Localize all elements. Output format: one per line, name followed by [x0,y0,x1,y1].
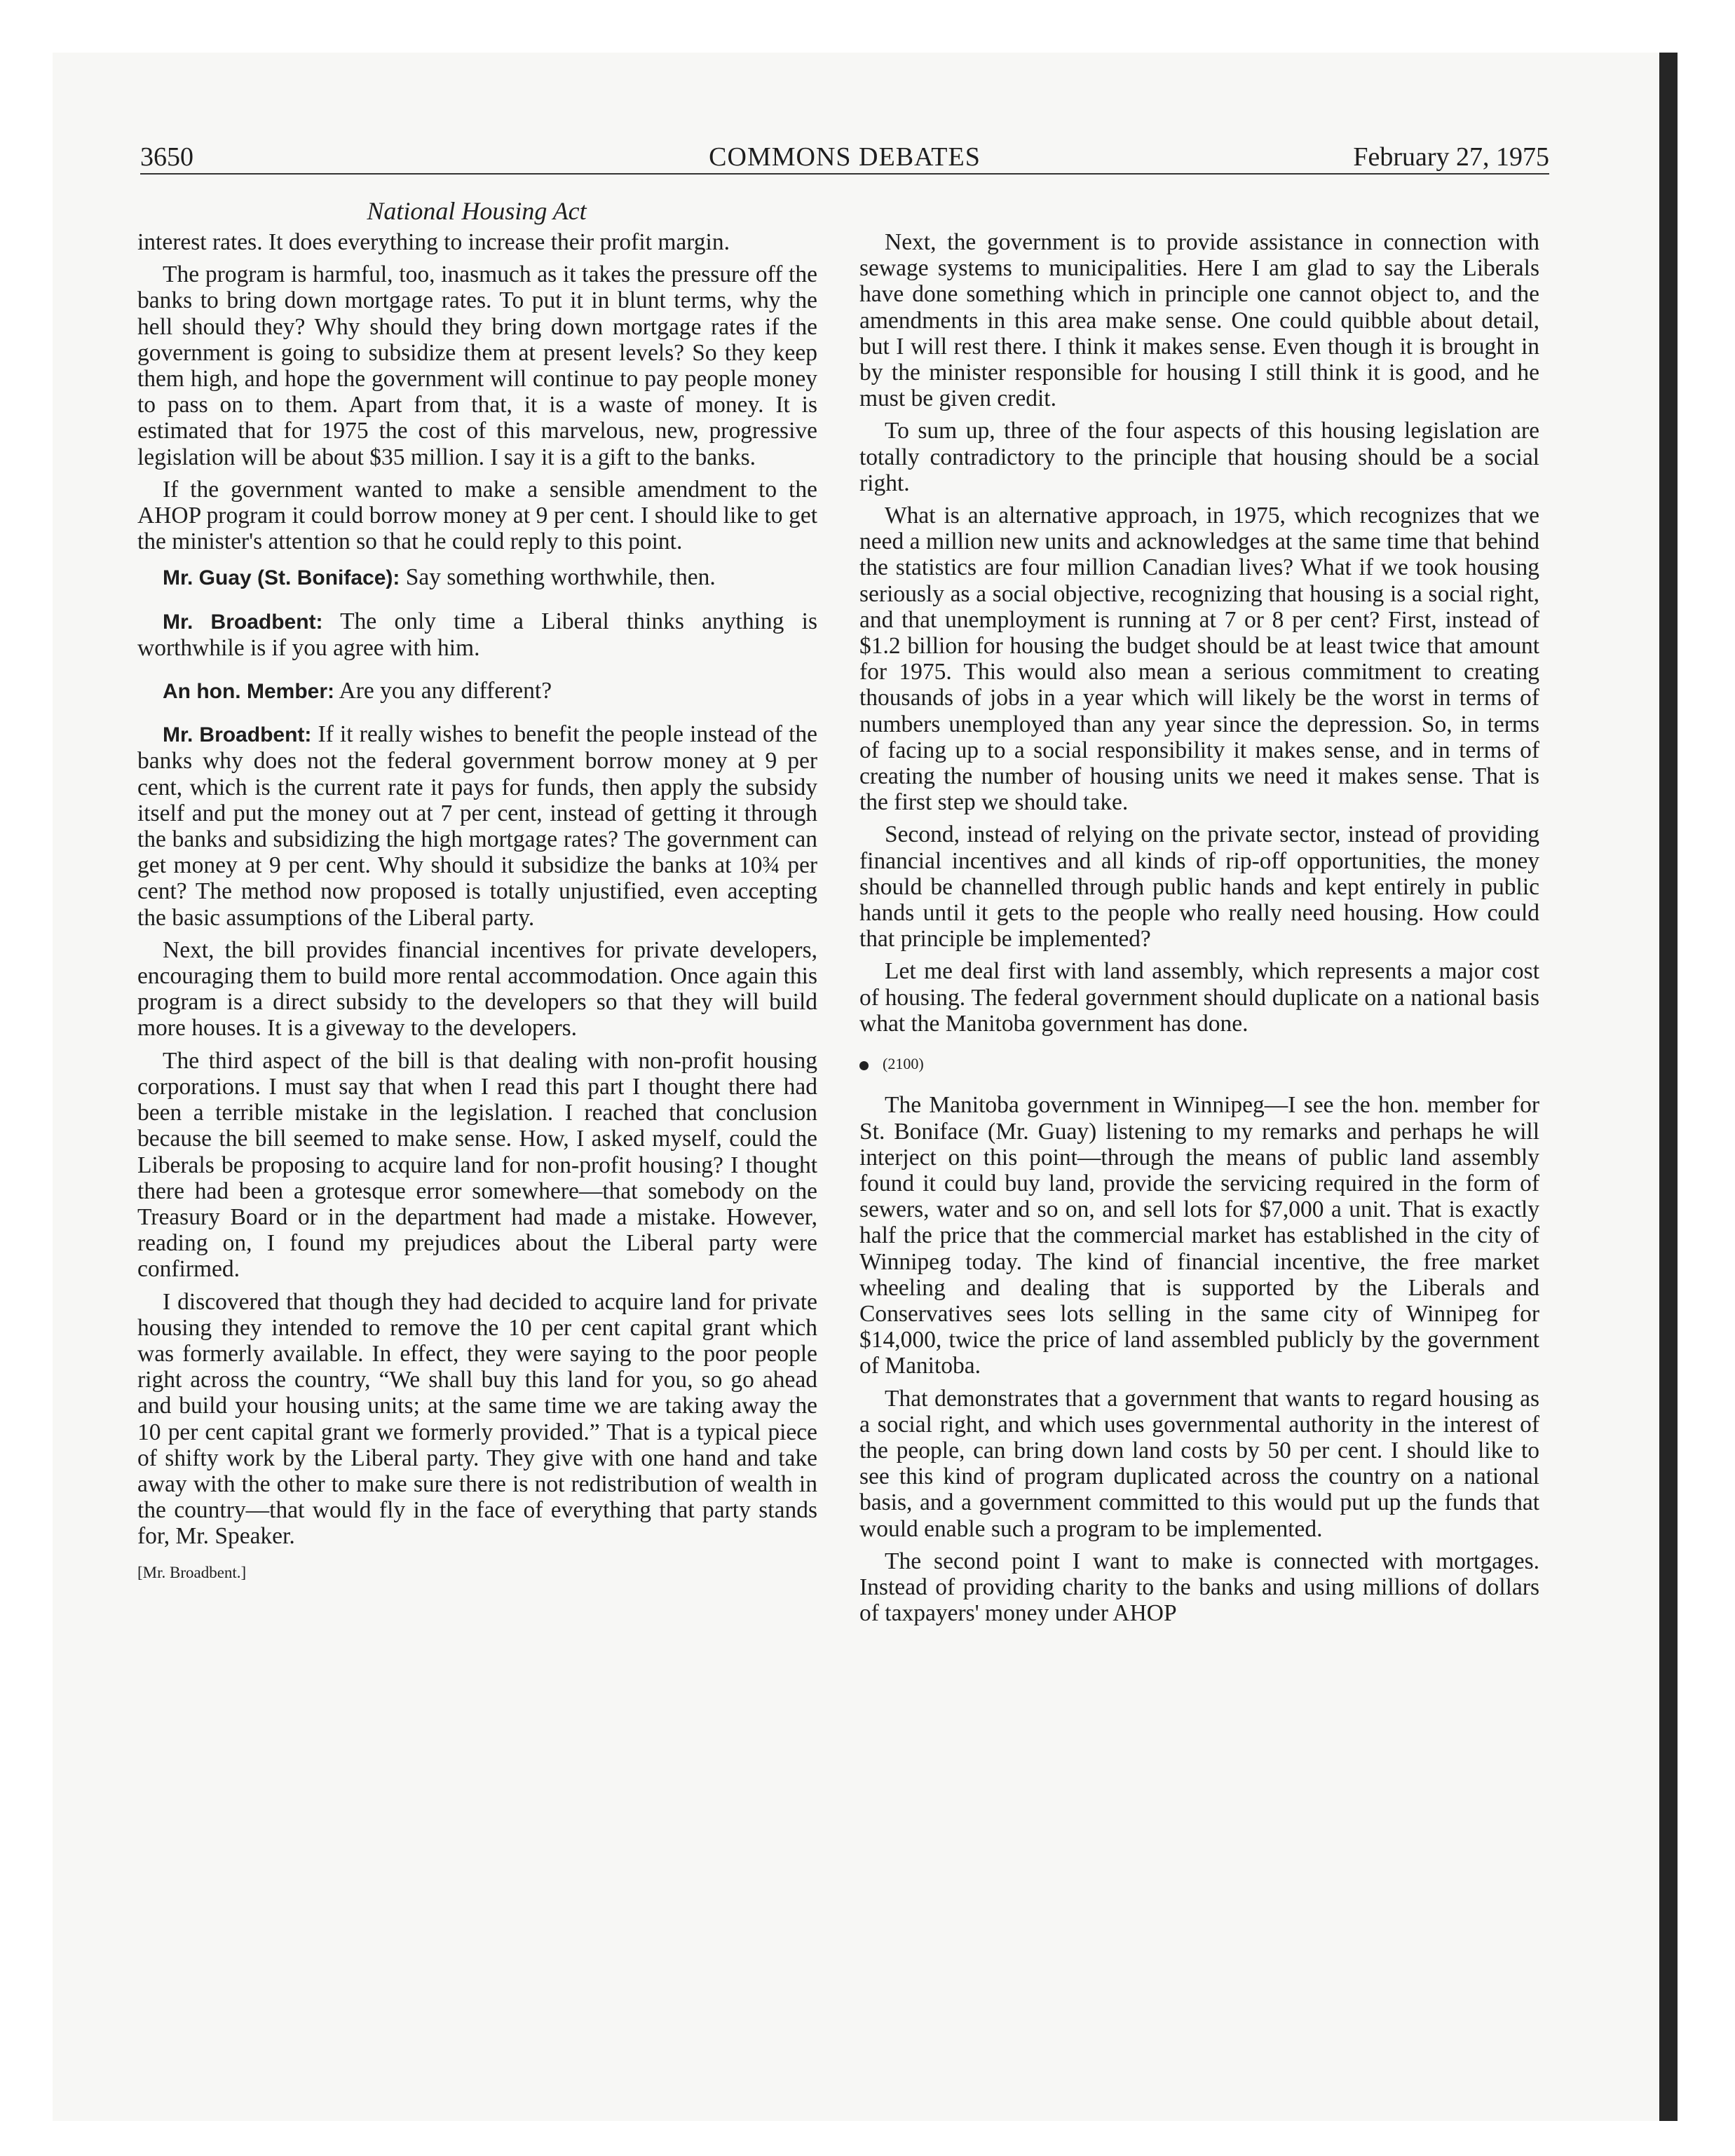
section-subject: National Housing Act [367,197,587,225]
time-marker [859,1051,1539,1077]
paragraph: The second point I want to make is connected with mortgages. Instead of providing charity to the banks and using millions of dollars of taxpayers' money under AHOP [859,1548,1539,1627]
page-header [140,140,1549,174]
paragraph: What is an alternative approach, in 1975, which recognizes that we need a million new units and acknowledges at the same time that behind the statistics are four million Canadian lives? What if we took housing seriously as a social objective, recognizing that housing is a social right, and that unemployment is running at 7 or 8 per cent? First, instead of $1.2 billion for housing the budget should be at least twice that amount for 1975. This would also mean a serious commitment to creating thousands of jobs in a year which will likely be the worst in terms of numbers unemployed than any year since the depression. So, in terms of facing up to a social responsibility it makes sense, and in terms of creating the number of housing units we need it makes sense. That is the first step we should take. [859,503,1539,816]
publication-title: COMMONS DEBATES [709,142,981,172]
speaker-name: Mr. Guay (St. Boniface): [163,566,400,590]
speaker-name: Mr. Broadbent: [163,610,323,634]
bullet-dot-icon [859,1061,869,1070]
speech-text: Say something worthwhile, then. [400,564,716,591]
paragraph: interest rates. It does everything to increase their profit margin. [137,229,730,255]
speech-text: The only time a Liberal thinks anything is worthwhile is if you agree with him. [137,608,817,661]
scan-edge-bar [1659,53,1678,2121]
paragraph: The third aspect of the bill is that dealing with non-profit housing corporations. I must say that when I read this part I thought there had been a terrible mistake in the legislation. I reached that conclusion because the bill seemed to make sense. How, I asked myself, could the Liberals be proposing to acquire land for non-profit housing? I thought there had been a grotesque error somewhere—that somebody on the Treasury Board or in the department had made a mistake. However, reading on, I found my prejudices about the Liberal party were confirmed. [137,1047,817,1283]
speaker-name: An hon. Member: [163,680,334,704]
right-column [859,229,1539,1632]
header-rule [140,173,1549,175]
paragraph: I discovered that though they had decided to acquire land for private housing they intended to remove the 10 per cent capital grant which was formerly available. In effect, they were saying to the poor people right across the country, “We shall buy this land for you, so go ahead and build your housing units; at the same time we are taking away the 10 per cent capital grant we formerly provided.” That is a typical piece of shifty work by the Liberal party. They give with one hand and take away with the other to make sure there is not redistribution of wealth in the country—that would fly in the face of everything that party stands for, Mr. Speaker. [137,1288,817,1550]
paragraph: The Manitoba government in Winnipeg—I see the hon. member for St. Boniface (Mr. Guay) listening to my remarks and perhaps he will interject on this point—through the means of public land assembly found it could buy land, provide the servicing required in the form of sewers, water and so on, and sell lots for $7,000 a unit. That is exactly half the price that the commercial market has established in the city of Winnipeg today. The kind of financial incentive, the free market wheeling and dealing that is supported by the Liberals and Conservatives sees lots selling in the same city of Winnipeg for $14,000, twice the price of land assembled publicly by the government of Manitoba. [859,1092,1539,1379]
speaker-name: Mr. Broadbent: [163,723,312,747]
paragraph: Next, the government is to provide assistance in connection with sewage systems to municipalities. Here I am glad to say the Liberals have done something which in principle one cannot object to, and the amendments in this area make sense. One could quibble about detail, but I will rest there. I think it makes sense. Even though it is brought in by the minister responsible for housing I still think it is good, and he must be given credit. [859,229,1539,412]
paragraph: Second, instead of relying on the private sector, instead of providing financial incentives and all kinds of rip-off opportunities, the money should be channelled through public hands and kept entirely in public hands until it gets to the people who really need housing. How could that principle be implemented? [859,821,1539,953]
speech-guay [137,564,817,591]
speech-hon-member [137,678,817,704]
paragraph: Let me deal first with land assembly, which represents a major cost of housing. The federal government should duplicate on a national basis what the Manitoba government has done. [859,958,1539,1037]
publication-date: February 27, 1975 [1353,142,1549,172]
page-number: 3650 [140,142,193,172]
left-column [137,229,817,1585]
speech-text: If it really wishes to benefit the people instead of the banks why does not the federal government borrow money at 9 per cent, which is the current rate it pays for funds, then apply the subsidy itself and put the money out at 7 per cent, instead of getting it through the banks and subsidizing the high mortgage rates? The government can get money at 9 per cent. Why should it subsidize the banks at 10¾ per cent? The method now proposed is totally unjustified, even accepting the basic assumptions of the Liberal party. [137,721,817,931]
paragraph: If the government wanted to make a sensible amendment to the AHOP program it could borrow money at 9 per cent. I should like to get the minister's attention so that he could reply to this point. [137,476,817,555]
time-marker-text: (2100) [883,1055,924,1073]
speech-broadbent [137,721,817,931]
paragraph: To sum up, three of the four aspects of this housing legislation are totally contradictory to the principle that housing should be a social right. [859,418,1539,496]
speech-text: Are you any different? [334,678,552,704]
paragraph: Next, the bill provides financial incentives for private developers, encouraging them to build more rental accommodation. Once again this program is a direct subsidy to the developers so that they will build more houses. It is a giveway to the developers. [137,936,817,1042]
speaker-footnote: [Mr. Broadbent.] [137,1563,247,1581]
paragraph: That demonstrates that a government that wants to regard housing as a social right, and which uses governmental authority in the interest of the people, can bring down land costs by 50 per cent. I should like to see this kind of program duplicated across the country on a national basis, and a government committed to this would put up the funds that would enable such a program to be implemented. [859,1385,1539,1542]
paragraph: The program is harmful, too, inasmuch as it takes the pressure off the banks to bring down mortgage rates. To put it in blunt terms, why the hell should they? Why should they bring down mortgage rates if the government is going to subsidize them at present levels? So they keep them high, and hope the government will continue to pay people money to pass on to them. Apart from that, it is a waste of money. It is estimated that for 1975 the cost of this marvelous, new, progressive legislation will be about $35 million. I say it is a gift to the banks. [137,261,817,470]
speech-broadbent [137,608,817,661]
